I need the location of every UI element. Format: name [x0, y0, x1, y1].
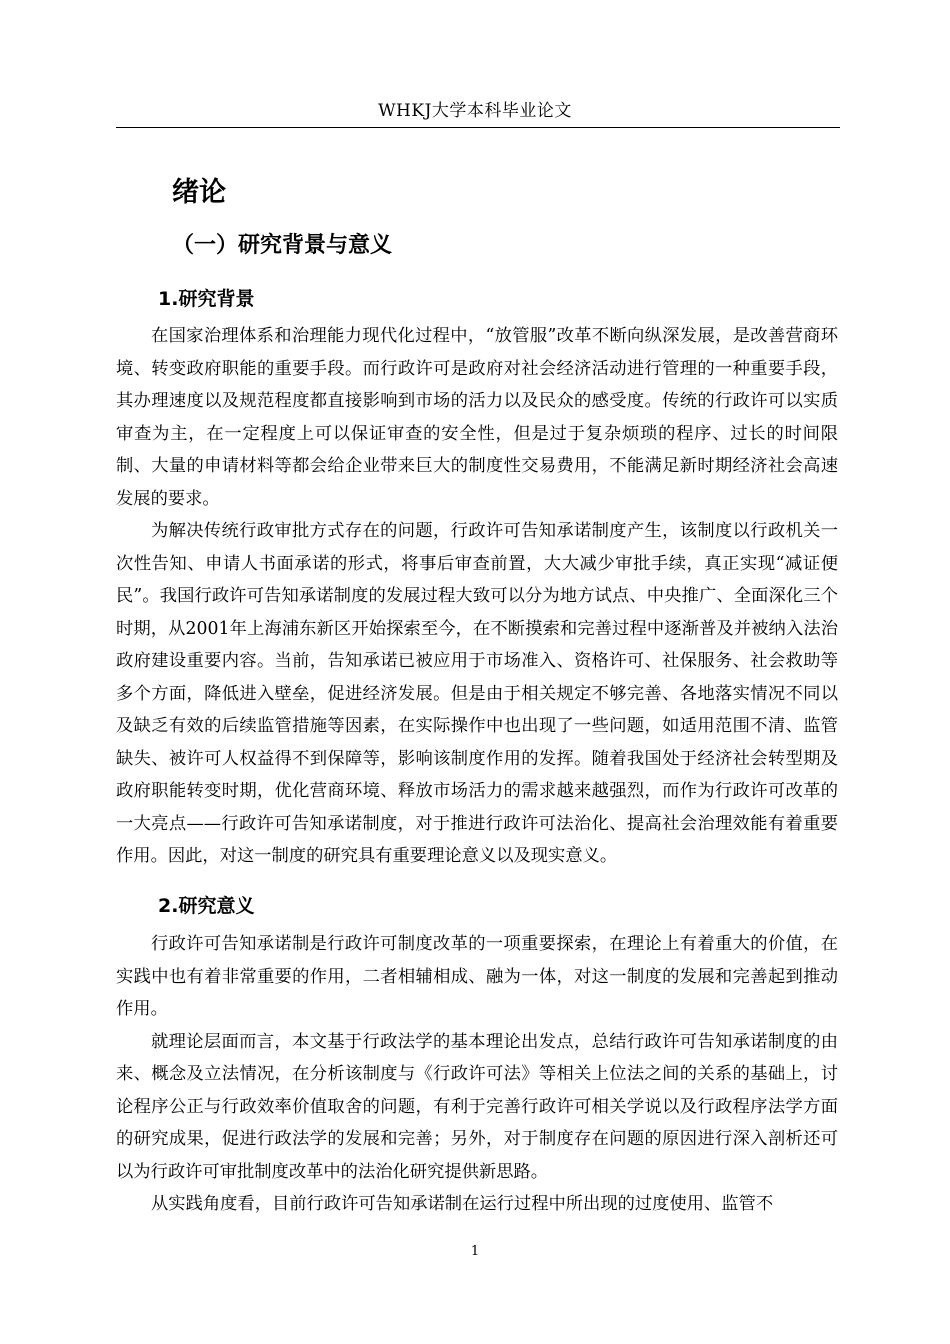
paragraph: 从实践角度看，目前行政许可告知承诺制在运行过程中所出现的过度使用、监管不: [151, 1194, 774, 1214]
paragraph: 在国家治理体系和治理能力现代化过程中，“放管服”改革不断向纵深发展，是改善营商环境、转变政府职能的重要手段。而行政许可是政府对社会经济活动进行管理的一种重要手段，其办理速度以及规范程度都直接影响到市场的活力以及民众的感受度。传统的行政许可以实质审查为主，在一定程度上可以保证审查的安全性，但是过于复杂烦琐的程序、过长的时间限制、大量的申请材料等都会给企业带来巨大的制度性交易费用，不能满足新时期经济社会高速发展的要求。: [116, 326, 838, 509]
running-header: WHKJ大学本科毕业论文: [378, 101, 572, 121]
paragraph: 就理论层面而言，本文基于行政法学的基本理论出发点，总结行政许可告知承诺制度的由来、概念及立法情况，在分析该制度与《行政许可法》等相关上位法之间的关系的基础上，讨论程序公正与行政效率价值取舍的问题，有利于完善行政许可相关学说以及行政程序法学方面的研究成果，促进行政法学的发展和完善；另外，对于制度存在问题的原因进行深入剖析还可以为行政许可审批制度改革中的法治化研究提供新思路。: [116, 1031, 838, 1182]
chapter-title: 绪论: [172, 177, 226, 208]
background-body: [116, 320, 838, 873]
paragraph: 为解决传统行政审批方式存在的问题，行政许可告知承诺制度产生，该制度以行政机关一次性告知、申请人书面承诺的形式，将事后审查前置，大大减少审批手续，真正实现“减证便民”。我国行政许可告知承诺制度的发展过程大致可以分为地方试点、中央推广、全面深化三个时期，从2001年上海浦东新区开始探索至今，在不断摸索和完善过程中逐渐普及并被纳入法治政府建设重要内容。当前，告知承诺已被应用于市场准入、资格许可、社保服务、社会救助等多个方面，降低进入壁垒，促进经济发展。但是由于相关规定不够完善、各地落实情况不同以及缺乏有效的后续监管措施等因素，在实际操作中也出现了一些问题，如适用范围不清、监管缺失、被许可人权益得不到保障等，影响该制度作用的发挥。随着我国处于经济社会转型期及政府职能转变时期，优化营商环境、释放市场活力的需求越来越强烈，而作为行政许可改革的一大亮点——行政许可告知承诺制度，对于推进行政许可法治化、提高社会治理效能有着重要作用。因此，对这一制度的研究具有重要理论意义以及现实意义。: [116, 521, 838, 866]
subsection-title-background: 1.研究背景: [158, 288, 255, 310]
section-title: （一）研究背景与意义: [172, 233, 393, 258]
paragraph: 行政许可告知承诺制是行政许可制度改革的一项重要探索，在理论上有着重大的价值，在实践中也有着非常重要的作用，二者相辅相成、融为一体，对这一制度的发展和完善起到推动作用。: [116, 934, 838, 1019]
header-rule: [116, 127, 840, 128]
significance-body: [116, 928, 838, 1221]
subsection-title-significance: 2.研究意义: [158, 895, 255, 917]
page-number: 1: [470, 1244, 480, 1259]
